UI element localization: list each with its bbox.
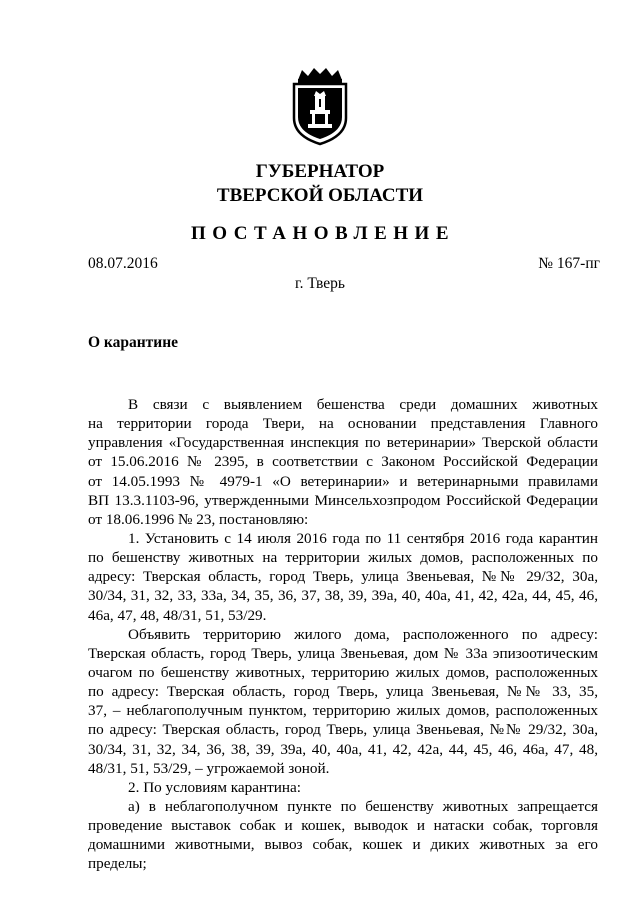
body-line: 30/34, 31, 32, 33, 33а, 34, 35, 36, 37, 38, 39, 39а, 40, 40а, 41, 42, 42а, 44, 45, 46, [88, 587, 598, 605]
body-line: по адресу: Тверская область, город Тверь, улица Звеньевая, №№ 29/32, 30а, [88, 721, 598, 739]
body-line: по адресу: Тверская область, город Тверь, улица Звеньевая, №№ 33, 35, [88, 683, 598, 701]
header-title-line1: ГУБЕРНАТОР [255, 161, 385, 182]
document-type: ПОСТАНОВЛЕНИЕ [190, 223, 456, 244]
body-line: 37, – неблагополучным пунктом, территорию жилых домов, расположенных [88, 702, 598, 720]
body-line: очагом по бешенству животных, территорию жилых домов, расположенных [88, 663, 598, 681]
body-line: а) в неблагополучном пункте по бешенству животных запрещается [128, 797, 598, 815]
document-body [88, 395, 598, 874]
body-line: от 14.05.1993 № 4979-1 «О ветеринарии» и ветеринарными правилами [88, 472, 598, 490]
body-line: от 15.06.2016 № 2395, в соответствии с Законом Российской Федерации [88, 453, 598, 471]
body-line: управления «Государственная инспекция по ветеринарии» Тверской области [88, 434, 598, 452]
body-line: пределы; [88, 855, 147, 873]
body-line: 30/34, 31, 32, 34, 36, 38, 39, 39а, 40, 40а, 41, 42, 42а, 44, 45, 46, 46а, 47, 48, [88, 740, 598, 758]
body-line: В связи с выявлением бешенства среди домашних животных [128, 396, 598, 413]
body-line: адресу: Тверская область, город Тверь, улица Звеньевая, №№ 29/32, 30а, [88, 568, 598, 586]
body-line: 48/31, 51, 53/29, – угрожаемой зоной. [88, 759, 330, 777]
body-line: 1. Установить с 14 июля 2016 года по 11 сентября 2016 года карантин [128, 529, 598, 547]
body-line: на территории города Твери, на основании представления Главного [88, 415, 598, 433]
tver-coat-of-arms-emblem [288, 66, 352, 146]
body-line: ВП 13.3.1103-96, утвержденными Минсельхозпродом Российской Федерации [88, 491, 598, 509]
body-line: Тверская область, город Тверь, улица Звеньевая, дом № 33а эпизоотическим [88, 644, 598, 662]
document-date: 08.07.2016 [88, 255, 158, 272]
body-line: по бешенству животных на территории жилых домов, расположенных по [88, 549, 598, 567]
body-line: 2. По условиям карантина: [128, 778, 301, 796]
body-line: проведение выставок собак и кошек, выводок и натаски собак, торговля [88, 817, 598, 835]
document-city: г. Тверь [295, 275, 345, 292]
body-line: Объявить территорию жилого дома, расположенного по адресу: [128, 625, 598, 643]
body-line: 46а, 47, 48, 48/31, 51, 53/29. [88, 606, 267, 624]
header-title-line2: ТВЕРСКОЙ ОБЛАСТИ [216, 185, 424, 206]
document-number: № 167-пг [538, 255, 600, 272]
body-line: домашними животными, вывоз собак, кошек и диких животных за его [88, 836, 598, 854]
document-subject: О карантине [88, 334, 179, 351]
body-line: от 18.06.1996 № 23, постановляю: [88, 510, 309, 528]
